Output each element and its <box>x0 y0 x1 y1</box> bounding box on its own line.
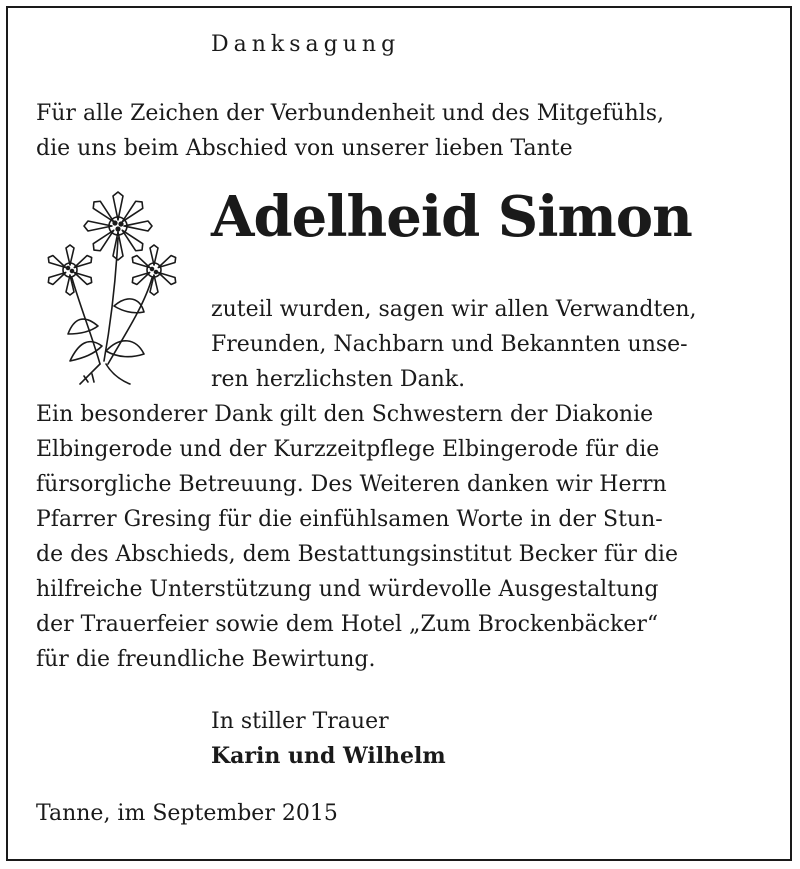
notice-heading: Danksagung <box>211 32 401 57</box>
after-name-line: zuteil wurden, sagen wir allen Verwandten, <box>211 297 697 322</box>
body-line: der Trauerfeier sowie dem Hotel „Zum Brockenbäcker“ <box>36 612 659 637</box>
body-line: hilfreiche Unterstützung und würdevolle Ausgestaltung <box>36 577 659 602</box>
body-line: Elbingerode und der Kurzzeitpflege Elbingerode für die <box>36 437 660 462</box>
body-line: fürsorgliche Betreuung. Des Weiteren danken wir Herrn <box>36 472 667 497</box>
intro-text <box>36 96 776 166</box>
deceased-name: Adelheid Simon <box>211 184 692 250</box>
body-text <box>36 397 678 677</box>
place-date: Tanne, im September 2015 <box>36 801 338 826</box>
after-name-text <box>211 292 697 397</box>
after-name-line: ren herzlichsten Dank. <box>211 367 466 392</box>
signers: Karin und Wilhelm <box>211 743 446 769</box>
body-line: für die freundliche Bewirtung. <box>36 647 376 672</box>
body-line: de des Abschieds, dem Bestattungsinstitut Becker für die <box>36 542 678 567</box>
edelweiss-icon <box>40 186 186 390</box>
closing-block <box>211 704 446 774</box>
closing-phrase: In stiller Trauer <box>211 709 389 734</box>
body-line: Ein besonderer Dank gilt den Schwestern der Diakonie <box>36 402 654 427</box>
body-line: Pfarrer Gresing für die einfühlsamen Worte in der Stun- <box>36 507 663 532</box>
intro-line: die uns beim Abschied von unserer lieben Tante <box>36 136 573 161</box>
intro-line: Für alle Zeichen der Verbundenheit und des Mitgefühls, <box>36 101 665 126</box>
after-name-line: Freunden, Nachbarn und Bekannten unse- <box>211 332 688 357</box>
